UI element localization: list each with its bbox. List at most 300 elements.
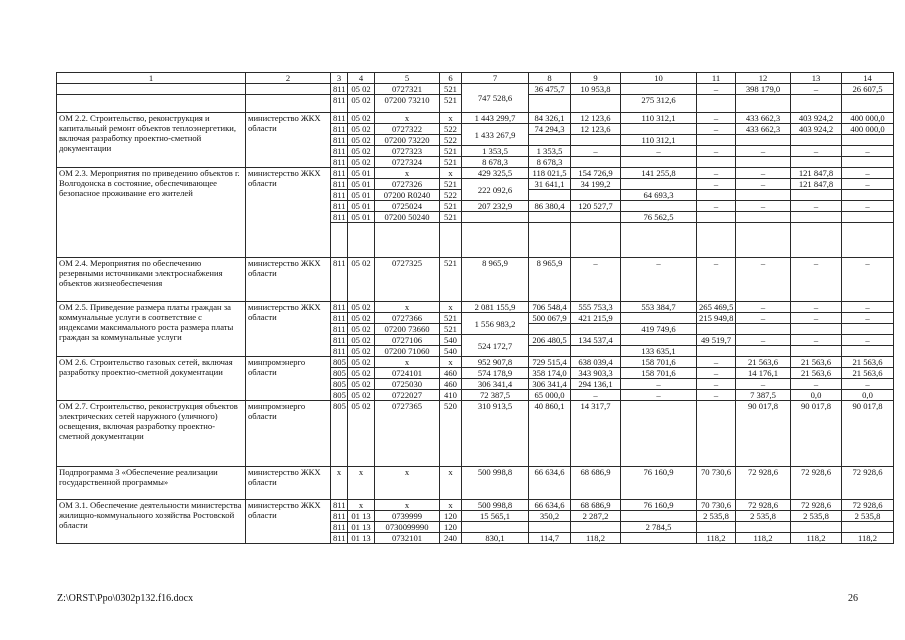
table-cell: 110 312,1: [621, 113, 697, 124]
table-cell: 811: [331, 324, 348, 335]
table-cell: –: [736, 379, 791, 390]
table-cell: 398 179,0: [736, 84, 791, 95]
table-cell: [57, 95, 246, 113]
table-cell: [571, 190, 621, 201]
table-cell: 811: [331, 511, 348, 522]
table-cell: 294 136,1: [571, 379, 621, 390]
table-cell: [842, 190, 894, 201]
table-cell: [697, 324, 736, 335]
table-cell: 521: [440, 179, 462, 190]
table-cell: 0732101: [375, 533, 440, 544]
table-cell: 1 556 983,2: [462, 313, 529, 335]
table-cell: 555 753,3: [571, 302, 621, 313]
table-cell: [791, 157, 842, 168]
table-cell: x: [375, 357, 440, 368]
table-cell: [736, 212, 791, 223]
table-cell: 8 678,3: [462, 157, 529, 168]
table-cell: [736, 157, 791, 168]
table-cell: –: [571, 258, 621, 302]
table-cell: 05 02: [348, 157, 375, 168]
table-cell: 215 949,8: [697, 313, 736, 324]
table-cell: 05 02: [348, 124, 375, 135]
table-cell: министерство ЖКХ области: [246, 302, 331, 357]
table-cell: 0,0: [791, 390, 842, 401]
table-cell: [529, 135, 571, 146]
funding-table: [56, 72, 894, 544]
table-cell: [621, 179, 697, 190]
table-cell: 21 563,6: [791, 368, 842, 379]
table-cell: 400 000,0: [842, 124, 894, 135]
table-cell: 811: [331, 500, 348, 511]
table-cell: 72 928,6: [791, 467, 842, 500]
table-cell: 306 341,4: [529, 379, 571, 390]
table-cell: [571, 346, 621, 357]
table-cell: [462, 212, 529, 223]
table-cell: 1 433 267,9: [462, 124, 529, 146]
table-row: [57, 84, 894, 95]
table-cell: 26 607,5: [842, 84, 894, 95]
table-cell: –: [736, 302, 791, 313]
table-cell: 400 000,0: [842, 113, 894, 124]
table-cell: 68 686,9: [571, 500, 621, 511]
table-cell: [842, 157, 894, 168]
table-cell: 207 232,9: [462, 201, 529, 212]
table-cell: 0727321: [375, 84, 440, 95]
table-cell: 520: [440, 401, 462, 467]
table-cell: 76 160,9: [621, 467, 697, 500]
table-cell: [529, 212, 571, 223]
table-cell: 121 847,8: [791, 179, 842, 190]
table-cell: ОМ 2.7. Строительство, реконструкция объектов электрических сетей наружного (уличного) освещения, включая разработку проектно-сметной документации: [57, 401, 246, 467]
table-cell: 118,2: [571, 533, 621, 544]
table-cell: [571, 95, 621, 113]
table-cell: –: [842, 258, 894, 302]
table-cell: 8 965,9: [462, 258, 529, 302]
table-cell: 118,2: [736, 533, 791, 544]
table-cell: 05 01: [348, 212, 375, 223]
table-cell: [791, 324, 842, 335]
table-cell: [842, 346, 894, 357]
table-cell: ОМ 2.3. Мероприятия по приведению объектов г. Волгодонска в состояние, обеспечивающее безопасное проживание его жителей: [57, 168, 246, 258]
table-cell: 74 294,3: [529, 124, 571, 135]
table-cell: 1 443 299,7: [462, 113, 529, 124]
table-cell: 310 913,5: [462, 401, 529, 467]
table-cell: 36 475,7: [529, 84, 571, 95]
table-cell: 0727106: [375, 335, 440, 346]
table-cell: ОМ 2.5. Приведение размера платы граждан за коммунальные услуги в соответствие с индексами максимального роста размера платы граждан за коммунальные услуги: [57, 302, 246, 357]
table-cell: 811: [331, 346, 348, 357]
table-cell: 521: [440, 258, 462, 302]
table-cell: [842, 223, 894, 258]
table-cell: 05 01: [348, 179, 375, 190]
header-cell: 12: [736, 73, 791, 84]
table-cell: 05 02: [348, 324, 375, 335]
table-cell: [462, 522, 529, 533]
table-cell: 05 02: [348, 313, 375, 324]
table-cell: –: [842, 201, 894, 212]
table-cell: 811: [331, 84, 348, 95]
table-cell: 64 693,3: [621, 190, 697, 201]
table-cell: 0727326: [375, 179, 440, 190]
table-cell: 34 199,2: [571, 179, 621, 190]
table-cell: 433 662,3: [736, 124, 791, 135]
table-cell: [621, 201, 697, 212]
table-cell: 419 749,6: [621, 324, 697, 335]
table-row: [57, 302, 894, 313]
table-cell: 811: [331, 335, 348, 346]
table-cell: [571, 324, 621, 335]
table-cell: 0739999: [375, 511, 440, 522]
table-cell: –: [697, 390, 736, 401]
header-cell: 14: [842, 73, 894, 84]
table-cell: [621, 335, 697, 346]
table-cell: 830,1: [462, 533, 529, 544]
table-cell: 21 563,6: [842, 357, 894, 368]
table-cell: 05 02: [348, 302, 375, 313]
table-cell: 133 635,1: [621, 346, 697, 357]
header-cell: 1: [57, 73, 246, 84]
table-cell: [440, 223, 462, 258]
table-cell: [571, 157, 621, 168]
table-cell: [331, 223, 348, 258]
table-cell: 275 312,6: [621, 95, 697, 113]
table-row: [57, 357, 894, 368]
table-row: [57, 113, 894, 124]
table-cell: [621, 84, 697, 95]
table-cell: 553 384,7: [621, 302, 697, 313]
table-cell: –: [736, 201, 791, 212]
table-cell: –: [697, 357, 736, 368]
table-cell: 05 02: [348, 113, 375, 124]
header-cell: 8: [529, 73, 571, 84]
header-cell: 3: [331, 73, 348, 84]
table-cell: –: [697, 379, 736, 390]
table-cell: 66 634,6: [529, 500, 571, 511]
table-cell: [736, 223, 791, 258]
table-cell: 811: [331, 302, 348, 313]
table-cell: –: [791, 302, 842, 313]
table-cell: 05 02: [348, 84, 375, 95]
table-cell: 01 13: [348, 511, 375, 522]
table-cell: x: [331, 467, 348, 500]
table-cell: 21 563,6: [791, 357, 842, 368]
table-cell: 05 02: [348, 357, 375, 368]
header-cell: 2: [246, 73, 331, 84]
table-cell: [348, 223, 375, 258]
table-cell: 118,2: [842, 533, 894, 544]
table-cell: –: [842, 379, 894, 390]
table-cell: 15 565,1: [462, 511, 529, 522]
table-cell: 05 02: [348, 146, 375, 157]
table-cell: 72 928,6: [736, 500, 791, 511]
table-cell: 805: [331, 401, 348, 467]
header-cell: 11: [697, 73, 736, 84]
table-cell: 12 123,6: [571, 113, 621, 124]
table-cell: [621, 511, 697, 522]
table-cell: [529, 223, 571, 258]
table-cell: [791, 190, 842, 201]
table-cell: 500 998,8: [462, 467, 529, 500]
table-cell: 2 535,8: [736, 511, 791, 522]
table-cell: [842, 324, 894, 335]
table-cell: 158 701,6: [621, 357, 697, 368]
table-cell: 110 312,1: [621, 135, 697, 146]
table-cell: [842, 212, 894, 223]
table-cell: 114,7: [529, 533, 571, 544]
table-cell: 206 480,5: [529, 335, 571, 346]
table-cell: [57, 84, 246, 95]
table-cell: министерство ЖКХ области: [246, 113, 331, 168]
table-cell: –: [736, 146, 791, 157]
table-cell: 500 067,9: [529, 313, 571, 324]
table-cell: [791, 212, 842, 223]
table-cell: 350,2: [529, 511, 571, 522]
table-cell: 811: [331, 95, 348, 113]
table-cell: –: [736, 179, 791, 190]
table-cell: 65 000,0: [529, 390, 571, 401]
table-cell: [621, 223, 697, 258]
table-cell: 0,0: [842, 390, 894, 401]
table-cell: 706 548,4: [529, 302, 571, 313]
table-cell: 118,2: [697, 533, 736, 544]
table-cell: [842, 135, 894, 146]
table-cell: 0730099990: [375, 522, 440, 533]
table-cell: –: [621, 258, 697, 302]
table-cell: 70 730,6: [697, 500, 736, 511]
table-cell: [571, 212, 621, 223]
table-cell: –: [571, 390, 621, 401]
table-cell: x: [348, 467, 375, 500]
table-cell: 118 021,5: [529, 168, 571, 179]
table-cell: 07200 73220: [375, 135, 440, 146]
header-cell: 6: [440, 73, 462, 84]
table-cell: [375, 223, 440, 258]
table-cell: 2 784,5: [621, 522, 697, 533]
table-cell: 05 02: [348, 346, 375, 357]
table-cell: –: [736, 335, 791, 346]
table-cell: 8 965,9: [529, 258, 571, 302]
table-cell: 141 255,8: [621, 168, 697, 179]
table-cell: 05 01: [348, 201, 375, 212]
table-cell: 811: [331, 135, 348, 146]
table-row: [57, 258, 894, 302]
table-cell: 0725024: [375, 201, 440, 212]
table-cell: –: [791, 313, 842, 324]
table-cell: 10 953,8: [571, 84, 621, 95]
table-cell: 72 928,6: [842, 467, 894, 500]
table-cell: 433 662,3: [736, 113, 791, 124]
table-cell: –: [791, 379, 842, 390]
table-cell: 07200 50240: [375, 212, 440, 223]
table-cell: –: [791, 201, 842, 212]
footer-file-path: Z:\ORST\Ppo\0302p132.f16.docx: [57, 593, 194, 604]
header-cell: 10: [621, 73, 697, 84]
table-cell: 521: [440, 212, 462, 223]
table-cell: министерство ЖКХ области: [246, 258, 331, 302]
table-cell: 811: [331, 146, 348, 157]
table-cell: 638 039,4: [571, 357, 621, 368]
table-cell: [697, 346, 736, 357]
table-cell: [791, 95, 842, 113]
table-cell: 805: [331, 368, 348, 379]
table-cell: 0727323: [375, 146, 440, 157]
table-cell: –: [842, 335, 894, 346]
table-cell: 01 13: [348, 522, 375, 533]
table-cell: 0727322: [375, 124, 440, 135]
table-cell: 403 924,2: [791, 124, 842, 135]
table-cell: 120: [440, 511, 462, 522]
table-cell: [736, 324, 791, 335]
table-cell: 0725030: [375, 379, 440, 390]
table-cell: [791, 135, 842, 146]
table-cell: 134 537,4: [571, 335, 621, 346]
table-cell: [246, 84, 331, 95]
table-cell: 07200 71060: [375, 346, 440, 357]
table-cell: 2 535,8: [791, 511, 842, 522]
table-cell: 05 02: [348, 335, 375, 346]
table-cell: 07200 R0240: [375, 190, 440, 201]
table-cell: 811: [331, 168, 348, 179]
table-cell: 66 634,6: [529, 467, 571, 500]
table-cell: 05 02: [348, 258, 375, 302]
table-cell: 05 02: [348, 390, 375, 401]
table-cell: –: [791, 146, 842, 157]
table-cell: 265 469,5: [697, 302, 736, 313]
table-cell: 0724101: [375, 368, 440, 379]
table-cell: –: [697, 84, 736, 95]
table-cell: 76 562,5: [621, 212, 697, 223]
table-cell: 84 326,1: [529, 113, 571, 124]
table-cell: x: [375, 168, 440, 179]
table-cell: 05 02: [348, 135, 375, 146]
table-cell: [736, 522, 791, 533]
table-cell: [697, 135, 736, 146]
table-cell: –: [842, 179, 894, 190]
table-cell: x: [375, 113, 440, 124]
table-cell: –: [736, 258, 791, 302]
table-cell: 421 215,9: [571, 313, 621, 324]
table-cell: 729 515,4: [529, 357, 571, 368]
table-row: [57, 168, 894, 179]
table-cell: 306 341,4: [462, 379, 529, 390]
table-cell: ОМ 2.6. Строительство газовых сетей, включая разработку проектно-сметной документации: [57, 357, 246, 401]
table-cell: –: [736, 313, 791, 324]
table-cell: –: [571, 146, 621, 157]
table-cell: –: [791, 84, 842, 95]
table-cell: x: [440, 467, 462, 500]
table-cell: –: [621, 379, 697, 390]
table-cell: 811: [331, 124, 348, 135]
table-cell: x: [440, 302, 462, 313]
table-cell: 2 081 155,9: [462, 302, 529, 313]
table-cell: ОМ 2.4. Мероприятия по обеспечению резервными источниками электроснабжения объектов жизнеобеспечения: [57, 258, 246, 302]
table-cell: минпромэнерго области: [246, 357, 331, 401]
table-cell: 811: [331, 179, 348, 190]
table-cell: 343 903,3: [571, 368, 621, 379]
table-row: [57, 500, 894, 511]
table-cell: –: [697, 146, 736, 157]
table-cell: 811: [331, 212, 348, 223]
table-cell: x: [348, 500, 375, 511]
table-cell: [697, 95, 736, 113]
table-cell: [246, 95, 331, 113]
table-cell: 70 730,6: [697, 467, 736, 500]
table-row: [57, 467, 894, 500]
table-cell: 811: [331, 313, 348, 324]
table-row: [57, 401, 894, 467]
table-cell: 403 924,2: [791, 113, 842, 124]
table-cell: 805: [331, 379, 348, 390]
table-cell: 2 535,8: [697, 511, 736, 522]
table-cell: 21 563,6: [736, 357, 791, 368]
table-cell: [736, 346, 791, 357]
table-cell: [791, 223, 842, 258]
table-cell: 76 160,9: [621, 500, 697, 511]
table-cell: 2 535,8: [842, 511, 894, 522]
table-cell: ОМ 2.2. Строительство, реконструкция и капитальный ремонт объектов теплоэнергетики, включая разработку проектно-сметной документации: [57, 113, 246, 168]
table-cell: 429 325,5: [462, 168, 529, 179]
table-cell: –: [842, 146, 894, 157]
table-cell: [791, 346, 842, 357]
table-cell: 1 353,5: [529, 146, 571, 157]
table-cell: 240: [440, 533, 462, 544]
table-cell: –: [842, 313, 894, 324]
table-cell: 521: [440, 324, 462, 335]
table-cell: минпромэнерго области: [246, 401, 331, 467]
table-header-row: [57, 73, 894, 84]
table-cell: –: [621, 146, 697, 157]
table-cell: 90 017,8: [791, 401, 842, 467]
table-cell: –: [621, 390, 697, 401]
table-cell: 460: [440, 368, 462, 379]
table-cell: –: [697, 113, 736, 124]
table-cell: [571, 135, 621, 146]
table-cell: –: [697, 258, 736, 302]
table-cell: 07200 73660: [375, 324, 440, 335]
header-cell: 4: [348, 73, 375, 84]
table-cell: x: [440, 500, 462, 511]
table-cell: министерство ЖКХ области: [246, 168, 331, 258]
table-cell: [621, 533, 697, 544]
table-cell: 522: [440, 124, 462, 135]
table-cell: 8 678,3: [529, 157, 571, 168]
table-cell: 521: [440, 84, 462, 95]
table-cell: [842, 522, 894, 533]
table-cell: 521: [440, 95, 462, 113]
table-cell: 118,2: [791, 533, 842, 544]
table-cell: 521: [440, 157, 462, 168]
table-cell: 07200 73210: [375, 95, 440, 113]
table-cell: [462, 223, 529, 258]
table-cell: 31 641,1: [529, 179, 571, 190]
table-cell: 90 017,8: [736, 401, 791, 467]
table-cell: –: [791, 258, 842, 302]
table-cell: ОМ 3.1. Обеспечение деятельности министерства жилищно-коммунального хозяйства Ростовской области: [57, 500, 246, 544]
table-cell: 521: [440, 313, 462, 324]
table-cell: 747 528,6: [462, 84, 529, 113]
table-cell: 358 174,0: [529, 368, 571, 379]
table-cell: 05 02: [348, 95, 375, 113]
table-cell: 0727365: [375, 401, 440, 467]
table-cell: 05 02: [348, 368, 375, 379]
table-cell: Подпрограмма 3 «Обеспечение реализации государственной программы»: [57, 467, 246, 500]
table-cell: –: [697, 201, 736, 212]
table-cell: 521: [440, 146, 462, 157]
table-cell: [697, 401, 736, 467]
header-cell: 5: [375, 73, 440, 84]
table-cell: 460: [440, 379, 462, 390]
table-cell: –: [791, 335, 842, 346]
